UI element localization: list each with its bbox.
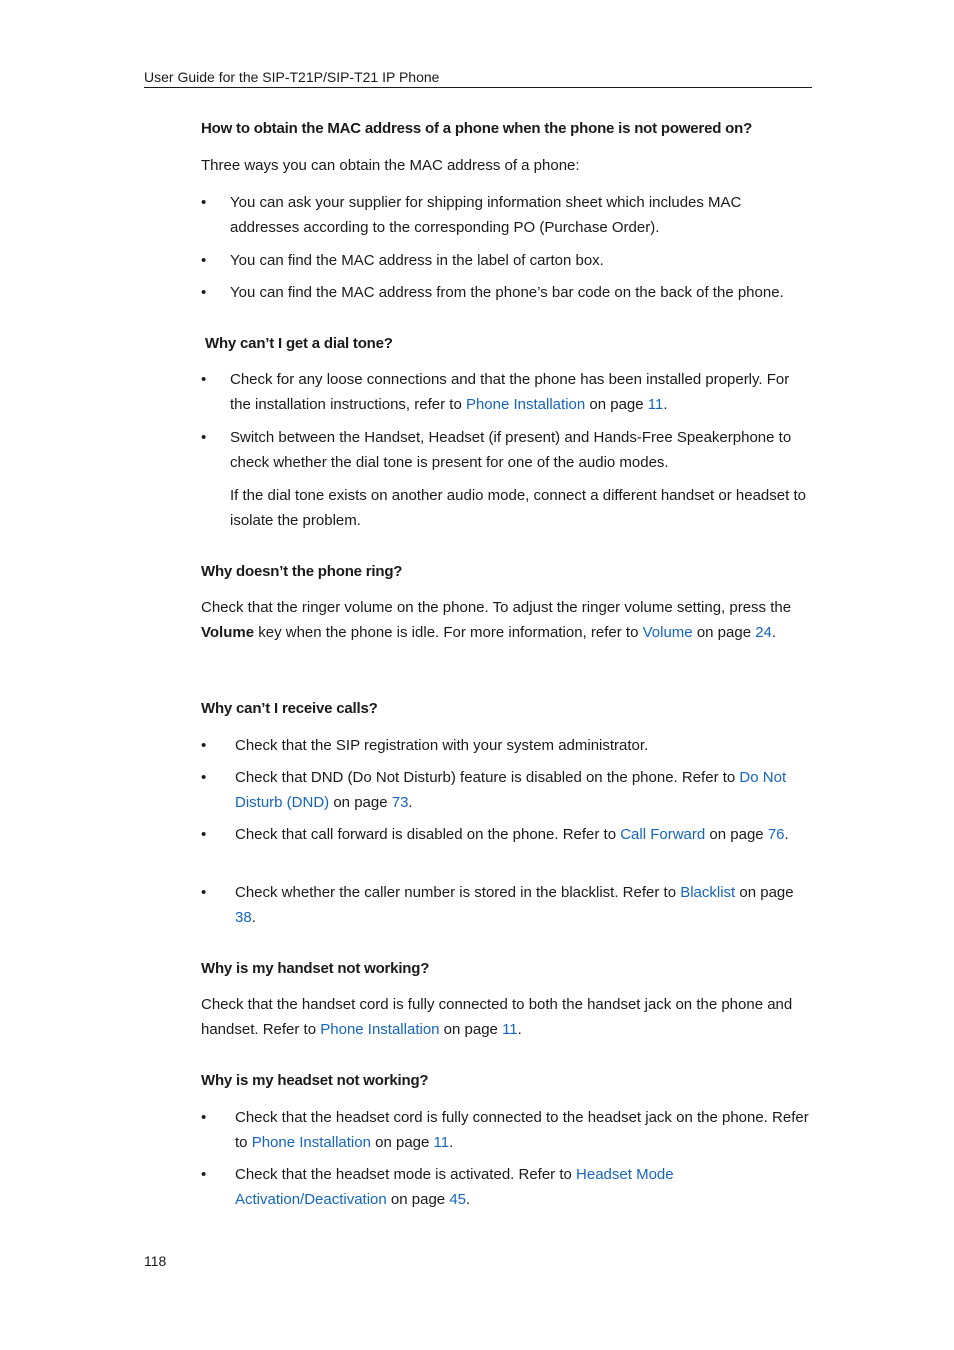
bullet-icon: •	[201, 194, 207, 211]
list-item	[201, 280, 813, 305]
list-item	[201, 1105, 813, 1155]
page-link[interactable]: 73	[391, 794, 409, 811]
bullet-icon: •	[201, 884, 207, 901]
faq-heading-handset: Why is my handset not working?	[201, 960, 430, 977]
bullet-icon: •	[201, 769, 207, 786]
blacklist-link[interactable]: Blacklist	[680, 884, 736, 901]
bullet-icon: •	[201, 371, 207, 388]
list-item	[201, 190, 813, 240]
bullet-icon: •	[201, 429, 207, 446]
list-item-text: You can find the MAC address from the phone’s bar code on the back of the phone.	[230, 284, 784, 301]
page-link[interactable]: 11	[433, 1134, 450, 1151]
list-item-text: Check that the SIP registration with your system administrator.	[235, 737, 649, 754]
phone-installation-link[interactable]: Phone Installation	[320, 1021, 440, 1038]
faq-heading-mac-address: How to obtain the MAC address of a phone when the phone is not powered on?	[201, 120, 753, 137]
bullet-icon: •	[201, 284, 207, 301]
phone-installation-link[interactable]: Phone Installation	[465, 396, 586, 413]
faq-heading-phone-ring: Why doesn’t the phone ring?	[201, 563, 403, 580]
page-link[interactable]: 11	[647, 396, 664, 413]
page-number: 118	[144, 1253, 167, 1269]
faq-heading-headset: Why is my headset not working?	[201, 1072, 429, 1089]
list-item	[201, 822, 813, 872]
list-item-text: Switch between the Handset, Headset (if present) and Hands-Free Speakerphone to check whether the dial tone is present for one of the audio modes.	[230, 429, 792, 471]
faq-heading-dial-tone: Why can’t I get a dial tone?	[205, 335, 393, 352]
list-item-text: You can ask your supplier for shipping information sheet which includes MAC addresses according to the corresponding PO (Purchase Order).	[230, 194, 742, 236]
bullet-icon: •	[201, 1109, 207, 1126]
bullet-icon: •	[201, 1166, 207, 1183]
list-item	[201, 248, 813, 273]
bullet-icon: •	[201, 826, 207, 843]
list-item-text: Check that the headset cord is fully connected to the headset jack on the phone. Refer to Phone Installation on page 11.	[235, 1109, 809, 1151]
handset-paragraph: Check that the handset cord is fully connected to both the handset jack on the phone and handset. Refer to Phone Installation on page 11.	[201, 996, 793, 1038]
faq-heading-receive-calls: Why can’t I receive calls?	[201, 700, 378, 717]
dnd-link[interactable]: Do Not Disturb (DND)	[235, 769, 787, 811]
list-item	[201, 880, 813, 930]
volume-key-label: Volume	[201, 624, 255, 641]
phone-installation-link[interactable]: Phone Installation	[251, 1134, 371, 1151]
bullet-icon: •	[201, 737, 207, 754]
list-item-text: You can find the MAC address in the label of carton box.	[230, 252, 604, 269]
dial-tone-note: If the dial tone exists on another audio mode, connect a different handset or headset to isolate the problem.	[230, 487, 806, 529]
mac-intro-text: Three ways you can obtain the MAC address of a phone:	[201, 157, 580, 174]
headset-mode-link[interactable]: Headset Mode Activation/Deactivation	[235, 1166, 674, 1208]
page-link[interactable]: 11	[502, 1021, 518, 1038]
bullet-icon: •	[201, 252, 207, 269]
page-link[interactable]: 76	[767, 826, 785, 843]
list-item-text: Check that DND (Do Not Disturb) feature is disabled on the phone. Refer to Do Not Disturb (DND) on page 73.	[235, 769, 787, 811]
list-item	[201, 425, 813, 475]
running-header: User Guide for the SIP-T21P/SIP-T21 IP Phone	[144, 68, 812, 88]
list-item-text: Check that call forward is disabled on the phone. Refer to Call Forward on page 76.	[235, 826, 789, 843]
call-forward-link[interactable]: Call Forward	[620, 826, 706, 843]
list-item	[201, 1162, 813, 1212]
list-item-text: Check that the headset mode is activated. Refer to Headset Mode Activation/Deactivation on page 45.	[235, 1166, 674, 1208]
list-item-text: Check for any loose connections and that the phone has been installed properly. For the installation instructions, refer to Phone Installation on page 11.	[230, 371, 790, 413]
volume-link[interactable]: Volume	[642, 624, 693, 641]
list-item	[201, 367, 813, 417]
ring-paragraph: Check that the ringer volume on the phone. To adjust the ringer volume setting, press the Volume key when the phone is idle. For more information, refer to Volume on page 24.	[201, 599, 792, 641]
page-link[interactable]: 45	[449, 1191, 466, 1208]
page-link[interactable]: 24	[755, 624, 772, 641]
page-link[interactable]: 38	[235, 909, 252, 926]
list-item-text: Check whether the caller number is stored in the blacklist. Refer to Blacklist on page 38.	[235, 884, 794, 926]
list-item	[201, 733, 813, 758]
list-item	[201, 765, 813, 815]
